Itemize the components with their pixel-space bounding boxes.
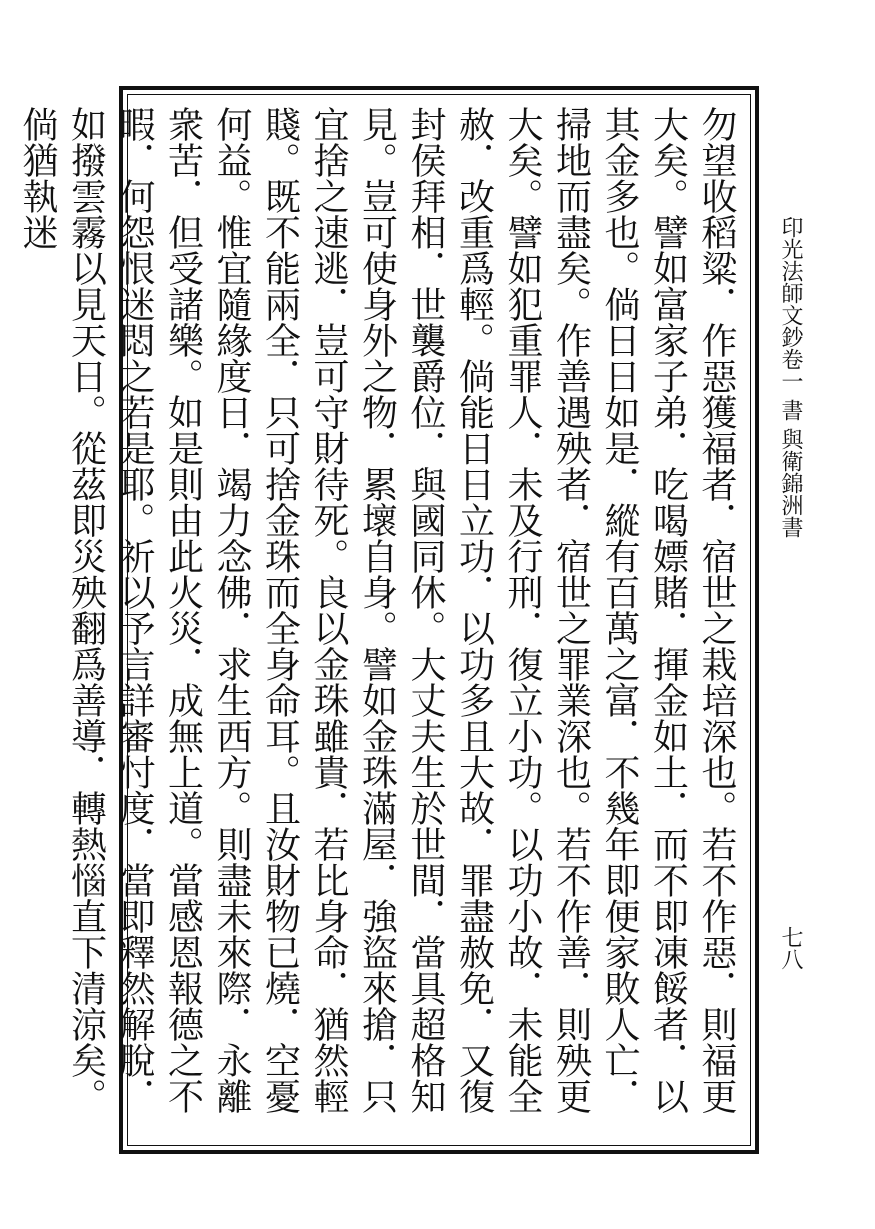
- letter-title: 與衛錦洲書: [778, 428, 803, 538]
- running-header: [770, 216, 810, 656]
- book-title: 印光法師文鈔卷一: [778, 216, 803, 392]
- section-label: 書: [778, 399, 803, 421]
- page-number: 七八: [778, 926, 803, 970]
- body-text: 勿望收稻粱．作惡獲福者．宿世之栽培深也。若不作惡．則福更大矣。譬如富家子弟．吃喝嫖賭．揮金如土．而不即凍餒者．以其金多也。倘日日如是．縱有百萬之富．不幾年即便家敗人亡．掃地而盡矣。作善遇殃者．宿世之罪業深也。若不作善．則殃更大矣。譬如犯重罪人．未及行刑．復立小功。以功小故．未能全赦．改重爲輕。倘能日日立功．以功多且大故．罪盡赦免．又復封侯拜相．世襲爵位．與國同休。大丈夫生於世間．當具超格知見。豈可使身外之物．累壞自身。譬如金珠滿屋．強盜來搶．只宜捨之速逃．豈可守財待死。良以金珠雖貴．若比身命．猶然輕賤。既不能兩全．只可捨金珠而全身命耳。且汝財物已燒．空憂何益。惟宜隨緣度日．竭力念佛．求生西方。則盡未來際．永離衆苦．但受諸樂。如是則由此火災．成無上道。當感恩報德之不暇．何怨恨迷悶之若是耶。祈以予言詳審忖度．當即釋然解脫．如撥雲霧以見天日。從茲即災殃翻爲善導．轉熱惱直下清涼矣。倘猶執迷: [17, 106, 737, 1114]
